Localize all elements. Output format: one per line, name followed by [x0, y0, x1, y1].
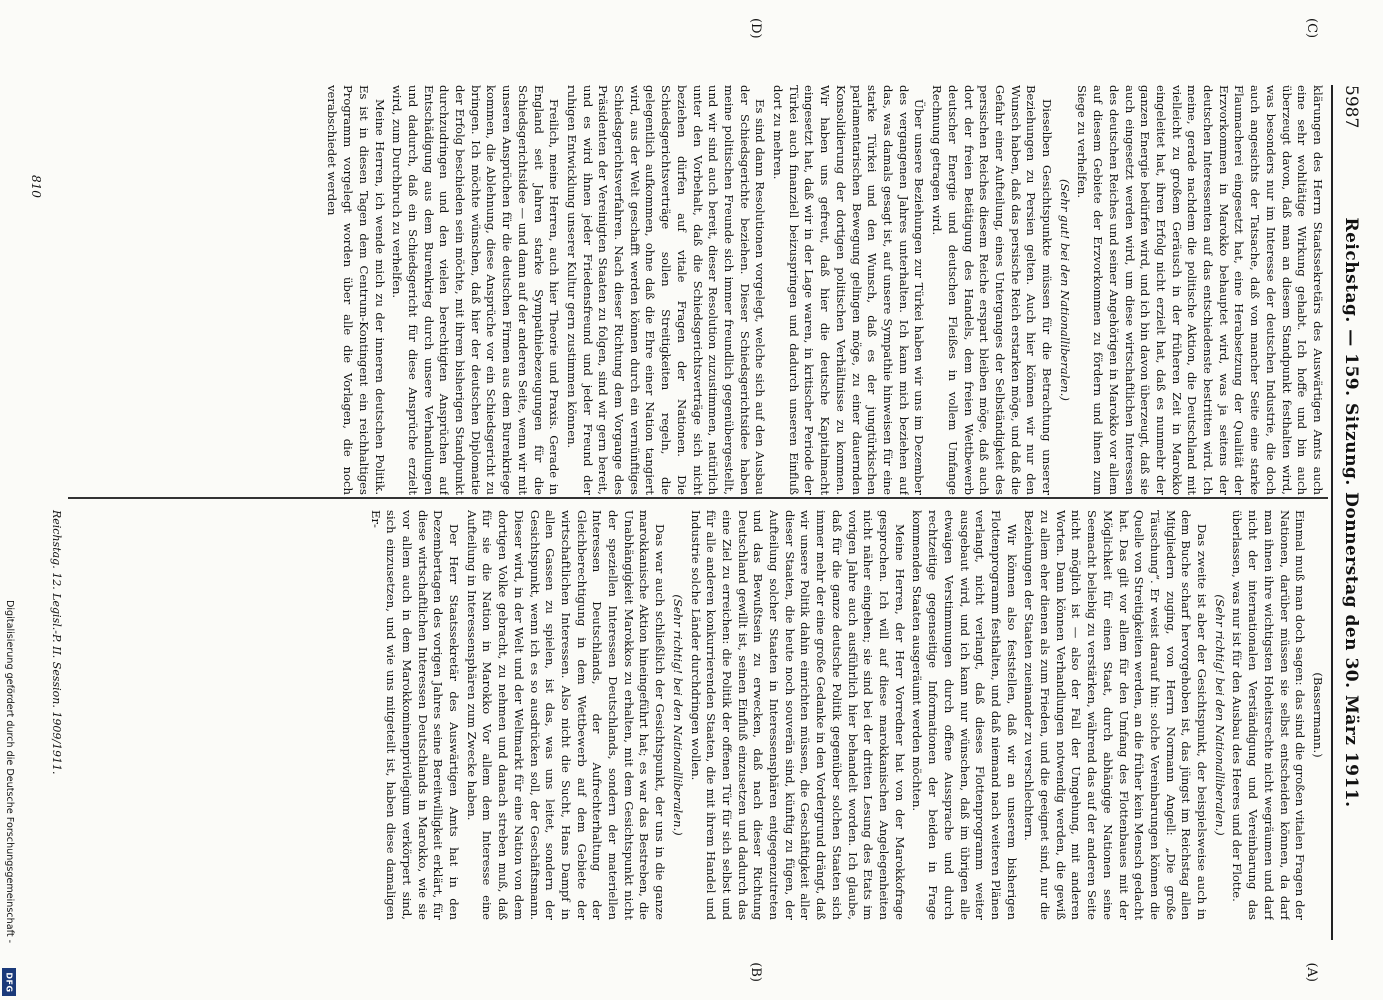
paragraph: Es sind dann Resolutionen vorgelegt, welche sich auf den Ausbau der Schiedsgerichte beziehen. Dieser Schiedsgerichtsidee haben meine politischen Freunde sich immer freundlich gegenübergestellt, und wir sind auch bereit, dieser Resolution zuzustimmen, natürlich unter den Vorbehalt, daß die Schiedsgerichtsverträge sich nicht beziehen dürfen auf vitale Fragen der Nationen. Die Schiedsgerichtsverträge sollen Streitigkeiten regeln, die gelegentlich aufkommen, ohne daß die Ehre einer Nation tangiert wird, aus der Welt geschafft werden können durch ein vernünftiges Schiedsgerichtsverfahren. Nach dieser Richtung dem Vorgange des Präsidenten der Vereinigten Staaten zu folgen, sind wir gern bereit, und es wird ihnen jeder Friedensfreund und jeder Freund der ruhigen Entwicklung unserer Kultur gern zustimmen können.	[564, 85, 768, 495]
margin-marker-a: (A)	[1304, 962, 1319, 982]
paragraph: Das war auch schließlich der Gesichtspunkt, der uns in die ganze marokkanische Aktion hineingeführt hat; es war das Bestreben, die Unabhängigkeit Marokkos zu erhalten, mit dem Gesichtspunkt nicht der speziellen Interessen Deutschlands, sondern der materiellen Interessen Deutschlands, der Aufrechterhaltung der Gleichberechtigung in dem Wettbewerb auf dem Gebiete der wirtschaftlichen Interessen. Also nicht die Sucht, Hans Dampf in allen Gassen zu spielen, ist das, was uns leitet, sondern der Gesichtspunkt, wenn ich es so ausdrücken soll, der Geschäftsmann. Dieser wird, in der Welt und der Weltmarkt für eine Nation von dem dortigen Volke gebracht, zu nehmen und danach streben muß, daß für sie die Nation in Marokko Vor allem dem Interesse eine Aufteilung in Interessensphären zum Zwecke haben.	[464, 510, 668, 920]
page-header	[1333, 85, 1367, 940]
page-number: 5987	[1341, 85, 1361, 129]
paragraph: Über unsere Beziehungen zur Türkei haben wir uns im Dezember des vergangenen Jahres unterhalten. Ich kann mich beziehen auf das, was damals gesagt ist, auf unsere Sympathie hinweisen für eine starke Türkei und den Wunsch, daß es der jungtürkischen parlamentarischen Bewegung gelingen möge, zu einer dauernden Konsolidierung der dortigen politischen Verhältnisse zu kommen. Wir haben uns gefreut, daß hier die deutsche Kapitalmacht eingesetzt hat, daß wir in der Lage waren, in kritischer Periode der Türkei auch finanziell beizuspringen und dadurch unseren Einfluß dort zu mehren.	[771, 85, 927, 495]
margin-marker-b: (B)	[748, 962, 763, 982]
paragraph: klärungen des Herrn Staatssekretärs des Auswärtigen Amts auch eine sehr wohltätige Wirkung gehabt. Ich hoffe und bin auch überzeugt davon, daß man an diesem Standpunkt festhalten wird, was besonders nur im Interesse der deutschen Industrie, die doch auch angesichts der Tatsache, daß von mancher Seite eine starke Flaumacherei eingesetzt hat, eine Herabsetzung der Qualität der Erzvorkommen in Marokko behauptet wird, was ja seitens der deutschen Interessenten auf das entschiedenste bestritten wird. Ich meine, gerade nachdem die politische Aktion, die Deutschland mit vielleicht zu großem Geräusch in der früheren Zeit in Marokko eingeleitet hat, ihren Erfolg nicht erzielt hat, daß es nunmehr der ganzen Energie bedürfen wird, und ich bin davon überzeugt, daß sie auch eingesetzt werden wird, um diese wirtschaftlichen Interessen des deutschen Reiches und seiner Angehörigen in Marokko vor allem auf diesem Gebiete der Erzvorkommen zu fördern und ihnen zum Siege zu verhelfen.	[1075, 85, 1325, 495]
paragraph: Meine Herren, ich wende mich zu der inneren deutschen Politik. Es ist in diesen Tagen dem Centrum-Kontingent ein reichhaltiges Programm vorgelegt worden über alle die Vorlagen, die noch verabschiedet werden	[325, 85, 387, 495]
paragraph: Dieselben Gesichtspunkte müssen für die Betrachtung unserer Beziehungen zu Persien gelten. Auch hier können wir nur den Wunsch haben, daß das persische Reich erstarken möge, und daß die Gefahr einer Aufteilung, eines Unterganges der Selbständigkeit des persischen Reiches diesem Reiche erspart bleiben möge, daß auch dort der freien Betätigung des Handels, dem freien Wettbewerb deutscher Energie und deutschen Fleißes in vollem Umfange Rechnung getragen wird.	[930, 85, 1055, 495]
paragraph: Der Herr Staatssekretär des Auswärtigen Amts hat in den Dezembertagen des vorigen Jahres seine Bereitwilligkeit erklärt, für diese wirtschaftlichen Interessen Deutschlands in Marokko, wie sie vor allem auch in dem Marokkominenprivilegium verkörpert sind, sich einzusetzen, und wie uns mitgeteilt ist, haben diese damaligen Er-	[368, 510, 462, 920]
interjection: (Sehr richtig! bei den Nationalliberalen.)	[1212, 594, 1227, 836]
margin-marker-c: (C)	[1304, 18, 1319, 39]
dfg-logo	[2, 968, 16, 996]
dfg-logo-text: DFG	[4, 971, 14, 993]
speaker-name: (Bassermann.)	[1311, 672, 1325, 758]
interjection: (Sehr richtig! bei den Nationalliberalen.)	[670, 594, 685, 836]
paragraph: Das zweite ist aber der Gesichtspunkt, der beispielsweise auch in dem Buche scharf hervorgehoben ist, das jüngst im Reichstag allen Mitgliedern zuging, von Herrn Normann Angell: „Die große Täuschung“. Er weist darauf hin: solche Vereinbarungen können die Quelle von Streitigkeiten werden, an die früher kein Mensch gedacht hat. Das gilt vor allem für den Umfang des Flottenbaues mit der Möglichkeit für einen Staat, durch abhängige Nationen seine Seemacht beliebig zu verstärken, während das auf der anderen Seite nicht möglich ist — also der Fall der Umgehung, mit anderen Worten. Dann können Verhandlungen notwendig werden, die gewiß zu allem eher dienen als zum Frieden, und die geeignet sind, nur die Beziehungen der Staaten zueinander zu verschlechtern.	[1022, 510, 1210, 920]
digitization-credit: Digitalisierung gefördert durch die Deutsche Forschungsgemeinschaft -	[4, 600, 15, 944]
scanned-page: 5987 Reichstag. — 159. Sitzung. Donnerstag den 30. März 1911. (A) (B) (C) (D) (Bassermann.) Einmal muß man doch sagen: das sind die großen vitalen Fragen der Nationen, darüber müssen sie selbst entscheiden können, da darf man ihnen ihre wichtigsten Hoheitsrechte nicht wegräumen und darf nicht der internationalen Verständigung und Vereinbarung das überlassen, was nur ist für den Ausbau des Heeres und der Flotte. (Sehr richtig! bei den Nationalliberalen.) Das zweite ist aber der Gesichtspunkt, der beispielsweise auch in dem Buche scharf hervorgehoben ist, das jüngst im Reichstag allen Mitgliedern zuging, von Herrn Normann Angell: „Die große Täuschung“. Er weist darauf hin: solche Vereinbarungen können die Quelle von Streitigkeiten werden, an die früher kein Mensch gedacht hat. Das gilt vor allem für den Umfang des Flottenbaues mit der Möglichkeit für einen Staat, durch abhängige Nationen seine Seemacht beliebig zu verstärken, während das auf der anderen Seite nicht möglich ist — also der Fall der Umgehung, mit anderen Worten. Dann können Verhandlungen notwendig werden, die gewiß zu allem eher dienen als zum Frieden, und die geeignet sind, nur die Beziehungen der Staaten zueinander zu verschlechtern. Wir können also feststellen, daß wir an unserem bisherigen Flottenprogramm festhalten, und daß niemand nach weiteren Plänen verlangt, nicht verlangt, daß dieses Flottenprogramm weiter ausgebaut wird, und ich kann nur wünschen, daß im übrigen alle etwaigen Verstimmungen durch offene Aussprache und durch rechtzeitige gegenseitige Informationen der beiden in Frage kommenden Staaten ausgeräumt werden möchten. Meine Herren, der Herr Vorredner hat von der Marokkofrage gesprochen. Ich will auf diese marokkanischen Angelegenheiten nicht näher eingehen; sie sind bei der dritten Lesung des Etats im vorigen Jahre auch ausführlich hier behandelt worden. Ich glaube, daß für die ganze deutsche Politik gegenüber solchen Staaten sich immer mehr der eine große Gedanke in den Vordergrund drängt, daß wir unsere Politik dahin einrichten müssen, die Geschäftigkeit aller dieser Staaten, die heute noch souverän sind, künftig zu fügen, der Aufteilung solcher Staaten in Interessensphären entgegenzutreten und das Bewußtsein zu erwecken, daß nach dieser Richtung Deutschland gewillt ist, seinen Einfluß einzusetzen und dadurch das eine Ziel zu erreichen: die Politik der offenen Tür für sich selbst und für alle anderen konkurrierenden Staaten, die mit ihrem Handel und Industrie solche Länder durchdringen wollen. (Sehr richtig! bei den Nationalliberalen.) Das war auch schließlich der Gesichtspunkt, der uns in die ganze marokkanische Aktion hineingeführt hat; es war das Bestreben, die Unabhängigkeit Marokkos zu erhalten, mit dem Gesichtspunkt nicht der speziellen Interessen Deutschlands, sondern der materiellen Interessen Deutschlands, der Aufrechterhaltung der Gleichberechtigung in dem Wettbewerb auf dem Gebiete der wirtschaftlichen Interessen. Also nicht die Sucht, Hans Dampf in allen Gassen zu spielen, ist das, was uns leitet, sondern der Gesichtspunkt, wenn ich es so ausdrücken soll, der Geschäftsmann. Dieser wird, in der Welt und der Weltmarkt für eine Nation von dem dortigen Volke gebracht, zu nehmen und danach streben muß, daß für sie die Nation in Marokko Vor allem dem Interesse eine Aufteilung in Interessensphären zum Zwecke haben. Der Herr Staatssekretär des Auswärtigen Amts hat in den Dezembertagen des vorigen Jahres seine Bereitwilligkeit erklärt, für diese wirtschaftlichen Interessen Deutschlands in Marokko, wie sie vor allem auch in dem Marokkominenprivilegium verkörpert sind, sich einzusetzen, und wie uns mitgeteilt ist, haben diese damaligen Er- klärungen des Herrn Staatssekretärs des Auswärtigen Amts auch eine sehr wohltätige Wirkung gehabt. Ich hoffe und bin auch überzeugt davon, daß man an diesem Standpunkt festhalten wird, was besonders nur im Interesse der deutschen Industrie, die doch auch angesichts der Tatsache, daß von mancher Seite eine starke Flaumacherei eingesetzt hat, eine Herabsetzung der Qualität der Erzvorkommen in Marokko behauptet wird, was ja seitens der deutschen Interessenten auf das entschiedenste bestritten wird. Ich meine, gerade nachdem die politische Aktion, die Deutschland mit vielleicht zu großem Geräusch in der früheren Zeit in Marokko eingeleitet hat, ihren Erfolg nicht erzielt hat, daß es nunmehr der ganzen Energie bedürfen wird, und ich bin davon überzeugt, daß sie auch eingesetzt werden wird, um diese wirtschaftlichen Interessen des deutschen Reiches und seiner Angehörigen in Marokko vor allem auf diesem Gebiete der Erzvorkommen zu fördern und ihnen zum Siege zu verhelfen. (Sehr gut! bei den Nationalliberalen.) Dieselben Gesichtspunkte müssen für die Betrachtung unserer Beziehungen zu Persien gelten. Auch hier können wir nur den Wunsch haben, daß das persische Reich erstarken möge, und daß die Gefahr einer Aufteilung, eines Unterganges der Selbständigkeit des persischen Reiches diesem Reiche erspart bleiben möge, daß auch dort der freien Betätigung des Handels, dem freien Wettbewerb deutscher Energie und deutschen Fleißes in vollem Umfange Rechnung getragen wird. Über unsere Beziehungen zur Türkei haben wir uns im Dezember des vergangenen Jahres unterhalten. Ich kann mich beziehen auf das, was damals gesagt ist, auf unsere Sympathie hinweisen für eine starke Türkei und den Wunsch, daß es der jungtürkischen parlamentarischen Bewegung gelingen möge, zu einer dauernden Konsolidierung der dortigen politischen Verhältnisse zu kommen. Wir haben uns gefreut, daß hier die deutsche Kapitalmacht eingesetzt hat, daß wir in der Lage waren, in kritischer Periode der Türkei auch finanziell beizuspringen und dadurch unseren Einfluß dort zu mehren. Es sind dann Resolutionen vorgelegt, welche sich auf den Ausbau der Schiedsgerichte beziehen. Dieser Schiedsgerichtsidee haben meine politischen Freunde sich immer freundlich gegenübergestellt, und wir sind auch bereit, dieser Resolution zuzustimmen, natürlich unter den Vorbehalt, daß die Schiedsgerichtsverträge sich nicht beziehen dürfen auf vitale Fragen der Nationen. Die Schiedsgerichtsverträge sollen Streitigkeiten regeln, die gelegentlich aufkommen, ohne daß die Ehre einer Nation tangiert wird, aus der Welt geschafft werden können durch ein vernünftiges Schiedsgerichtsverfahren. Nach dieser Richtung dem Vorgange des Präsidenten der Vereinigten Staaten zu folgen, sind wir gern bereit, und es wird ihnen jeder Friedensfreund und jeder Freund der ruhigen Entwicklung unserer Kultur gern zustimmen können. Freilich, meine Herren, auch hier Theorie und Praxis. Gerade in England seit Jahren starke Sympathiebezeugungen für die Schiedsgerichtsidee — und dann auf der anderen Seite, wenn wir mit unseren Ansprüchen für die deutschen Firmen aus dem Burenkriege kommen, die Ablehnung, diese Ansprüche vor ein Schiedsgericht zu bringen. Ich möchte wünschen, daß hier der deutschen Diplomatie der Erfolg beschieden sein möchte, mit ihrem bisherigen Standpunkt durchzudringen und den vielen berechtigten Ansprüchen auf Entschädigung aus dem Burenkrieg durch unsere Verhandlungen und dadurch, daß ein Schiedsgericht für diese Ansprüche erzielt wird, zum Durchbruch zu verhelfen. Meine Herren, ich wende mich zu der inneren deutschen Politik. Es ist in diesen Tagen dem Centrum-Kontingent ein reichhaltiges Programm vorgelegt worden über alle die Vorlagen, die noch verabschiedet werden Reichstag. 12. Legisl.-P. II. Session. 1909/1911. 810	[0, 0, 1383, 1000]
paragraph: Einmal muß man doch sagen: das sind die großen vitalen Fragen der Nationen, darüber müssen sie selbst entscheiden können, da darf man ihnen ihre wichtigsten Hoheitsrechte nicht wegräumen und darf nicht der internationalen Verständigung und Vereinbarung das überlassen, was nur ist für den Ausbau des Heeres und der Flotte.	[1230, 510, 1308, 920]
paragraph: Freilich, meine Herren, auch hier Theorie und Praxis. Gerade in England seit Jahren starke Sympathiebezeugungen für die Schiedsgerichtsidee — und dann auf der anderen Seite, wenn wir mit unseren Ansprüchen für die deutschen Firmen aus dem Burenkriege kommen, die Ablehnung, diese Ansprüche vor ein Schiedsgericht zu bringen. Ich möchte wünschen, daß hier der deutschen Diplomatie der Erfolg beschieden sein möchte, mit ihrem bisherigen Standpunkt durchzudringen und den vielen berechtigten Ansprüchen auf Entschädigung aus dem Burenkrieg durch unsere Verhandlungen und dadurch, daß ein Schiedsgericht für diese Ansprüche erzielt wird, zum Durchbruch zu verhelfen.	[390, 85, 562, 495]
left-text-column	[85, 510, 1325, 920]
page-title: Reichstag. — 159. Sitzung. Donnerstag den 30. März 1911.	[1341, 217, 1361, 808]
interjection: (Sehr gut! bei den Nationalliberalen.)	[1057, 179, 1072, 401]
paragraph: Wir können also feststellen, daß wir an unserem bisherigen Flottenprogramm festhalten, und daß niemand nach weiteren Plänen verlangt, nicht verlangt, daß dieses Flottenprogramm weiter ausgebaut wird, und ich kann nur wünschen, daß im übrigen alle etwaigen Verstimmungen durch offene Aussprache und durch rechtzeitige gegenseitige Informationen der beiden in Frage kommenden Staaten ausgeräumt werden möchten.	[910, 510, 1019, 920]
column-rule	[68, 497, 1328, 499]
right-text-column	[85, 85, 1325, 495]
paragraph: Meine Herren, der Herr Vorredner hat von der Marokkofrage gesprochen. Ich will auf diese marokkanischen Angelegenheiten nicht näher eingehen; sie sind bei der dritten Lesung des Etats im vorigen Jahre auch ausführlich hier behandelt worden. Ich glaube, daß für die ganze deutsche Politik gegenüber solchen Staaten sich immer mehr der eine große Gedanke in den Vordergrund drängt, daß wir unsere Politik dahin einrichten müssen, die Geschäftigkeit aller dieser Staaten, die heute noch souverän sind, künftig zu fügen, der Aufteilung solcher Staaten in Interessensphären entgegenzutreten und das Bewußtsein zu erwecken, daß nach dieser Richtung Deutschland gewillt ist, seinen Einfluß einzusetzen und dadurch das eine Ziel zu erreichen: die Politik der offenen Tür für sich selbst und für alle anderen konkurrierenden Staaten, die mit ihrem Handel und Industrie solche Länder durchdringen wollen.	[688, 510, 907, 920]
margin-marker-d: (D)	[748, 18, 763, 39]
footer-sheet-number: 810	[29, 175, 43, 198]
header-rule	[1331, 85, 1333, 940]
